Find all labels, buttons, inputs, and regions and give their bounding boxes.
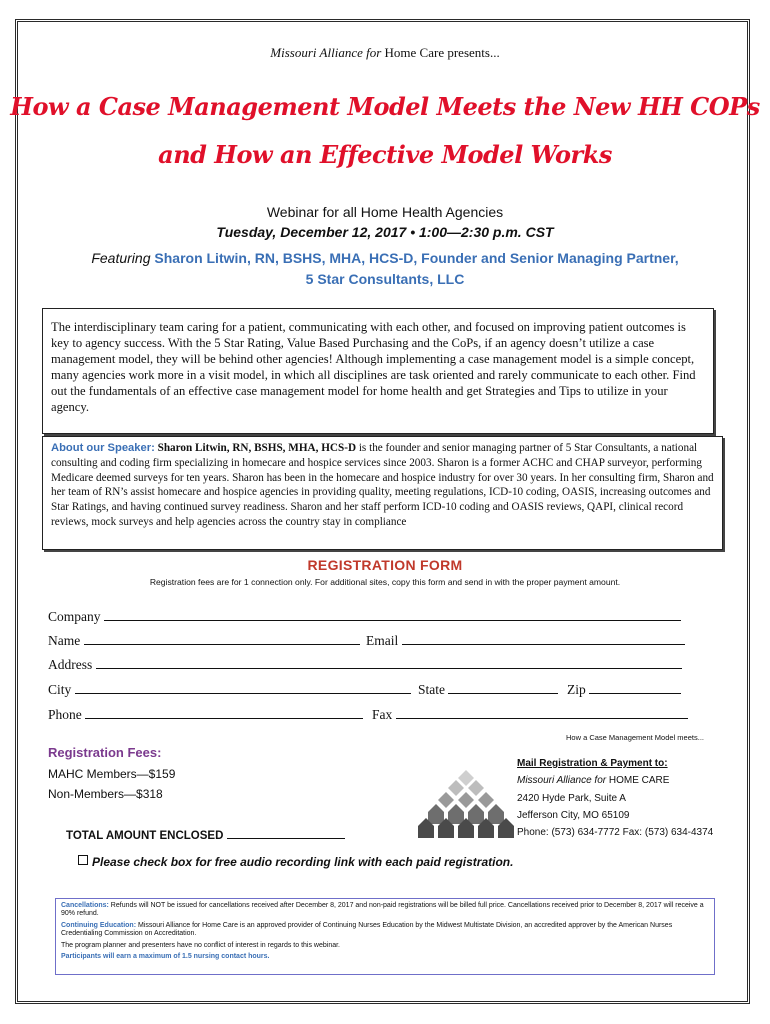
cancellations-note: Cancellations: Refunds will NOT be issued for cancellations received after December 8, 2017 and non-paid registrations will be billed full price. Cancellations received prior to December 8, 2017 will receive a 90% refund. [61, 902, 704, 918]
fee-members: MAHC Members—$159 [48, 767, 176, 781]
featuring-label: Featuring [91, 250, 151, 266]
featuring-name: Sharon Litwin, RN, BSHS, MHA, HCS-D, Founder and Senior Managing Partner, [154, 250, 679, 266]
title-line-2: and How an Effective Model Works [158, 140, 612, 169]
city-field[interactable]: City [48, 682, 411, 698]
speaker-name: Sharon Litwin, RN, BSHS, MHA, HCS-D [157, 442, 357, 454]
conflict-note: The program planner and presenters have no conflict of interest in regards to this webinar. [61, 941, 340, 949]
ce-note: Continuing Education: Missouri Alliance for Home Care is an approved provider of Continuing Nurses Education by the Midwest Multistate Division, an accredited approver by the American Nurses Credentialing Commission on Accreditation. [61, 921, 673, 938]
zip-field[interactable]: Zip [567, 682, 681, 698]
hours-note: Participants will earn a maximum of 1.5 nursing contact hours. [61, 953, 270, 961]
featuring-company: 5 Star Consultants, LLC [305, 271, 465, 287]
audio-checkbox[interactable]: Please check box for free audio recording link with each paid registration. [78, 855, 513, 869]
mail-org: Missouri Alliance for HOME CARE [517, 775, 670, 786]
fees-title: Registration Fees: [48, 745, 162, 760]
phone-field[interactable]: Phone [48, 707, 363, 723]
state-field[interactable]: State [418, 682, 558, 698]
email-field[interactable]: Email [366, 633, 685, 649]
webinar-date: Tuesday, December 12, 2017 • 1:00—2:30 p.m. CST [216, 224, 554, 240]
speaker-lead: About our Speaker: [51, 442, 155, 454]
mail-heading: Mail Registration & Payment to: [517, 758, 668, 769]
notes-box [55, 898, 715, 975]
registration-title: REGISTRATION FORM [307, 557, 463, 573]
registration-note: Registration fees are for 1 connection only. For additional sites, copy this form and send in with the proper payment amount. [149, 577, 621, 587]
running-footer: How a Case Management Model meets... [566, 733, 704, 742]
company-field[interactable]: Company [48, 609, 681, 625]
address-field[interactable]: Address [48, 657, 682, 673]
checkbox-icon[interactable] [78, 855, 88, 865]
fee-non-members: Non-Members—$318 [48, 787, 163, 801]
house-logo-icon [418, 768, 514, 840]
presents-line: Missouri Alliance for Home Care presents... [270, 45, 500, 60]
speaker-box [42, 436, 723, 550]
description-box: The interdisciplinary team caring for a patient, communicating with each other, and focused on improving patient outcomes is key to agency success. With the 5 Star Rating, Value Based Purchasing and the CoPs, if an agency doesn’t utilize a case management model, they will be behind other agencies! Although implementing a case management model is a simple concept, many agencies work more in a visit model, in which all disciplines are task oriented and rarely communicate to each other. Find out the fundamentals of an effective case management model for home health and get Strategies and Tips to utilize in your agency. [42, 308, 714, 434]
webinar-subtitle: Webinar for all Home Health Agencies [266, 204, 504, 220]
speaker-bio: is the founder and senior managing partner of 5 Star Consultants, a national consulting and coding firm specializing in homecare and hospice services since 2003. Sharon is a former ACHC and CHAP surveyor, performing Medicare deemed surveys for ten years. Sharon has been in the homecare and hospice industry for over 30 years. In her consulting firm, Sharon and her team of RN’s assist homecare and hospice agencies in providing quality, meeting regulations, ICD-10 coding, OASIS, increasing outcomes and Star Ratings, and having continued survey readiness. Sharon and her staff perform ICD-10 coding and OASIS reviews, QAPI, clinical record reviews, mock surveys and help agencies across the country stay in compliance [51, 442, 714, 528]
title-line-1: How a Case Management Model Meets the New HH COPs [10, 92, 760, 121]
name-field[interactable]: Name [48, 633, 360, 649]
fax-field[interactable]: Fax [372, 707, 688, 723]
mail-city: Jefferson City, MO 65109 [517, 810, 630, 821]
mail-street: 2420 Hyde Park, Suite A [517, 793, 626, 804]
mail-contact: Phone: (573) 634-7772 Fax: (573) 634-4374 [517, 827, 714, 838]
total-amount-field[interactable]: TOTAL AMOUNT ENCLOSED [66, 828, 345, 842]
featuring-line [0, 250, 770, 266]
